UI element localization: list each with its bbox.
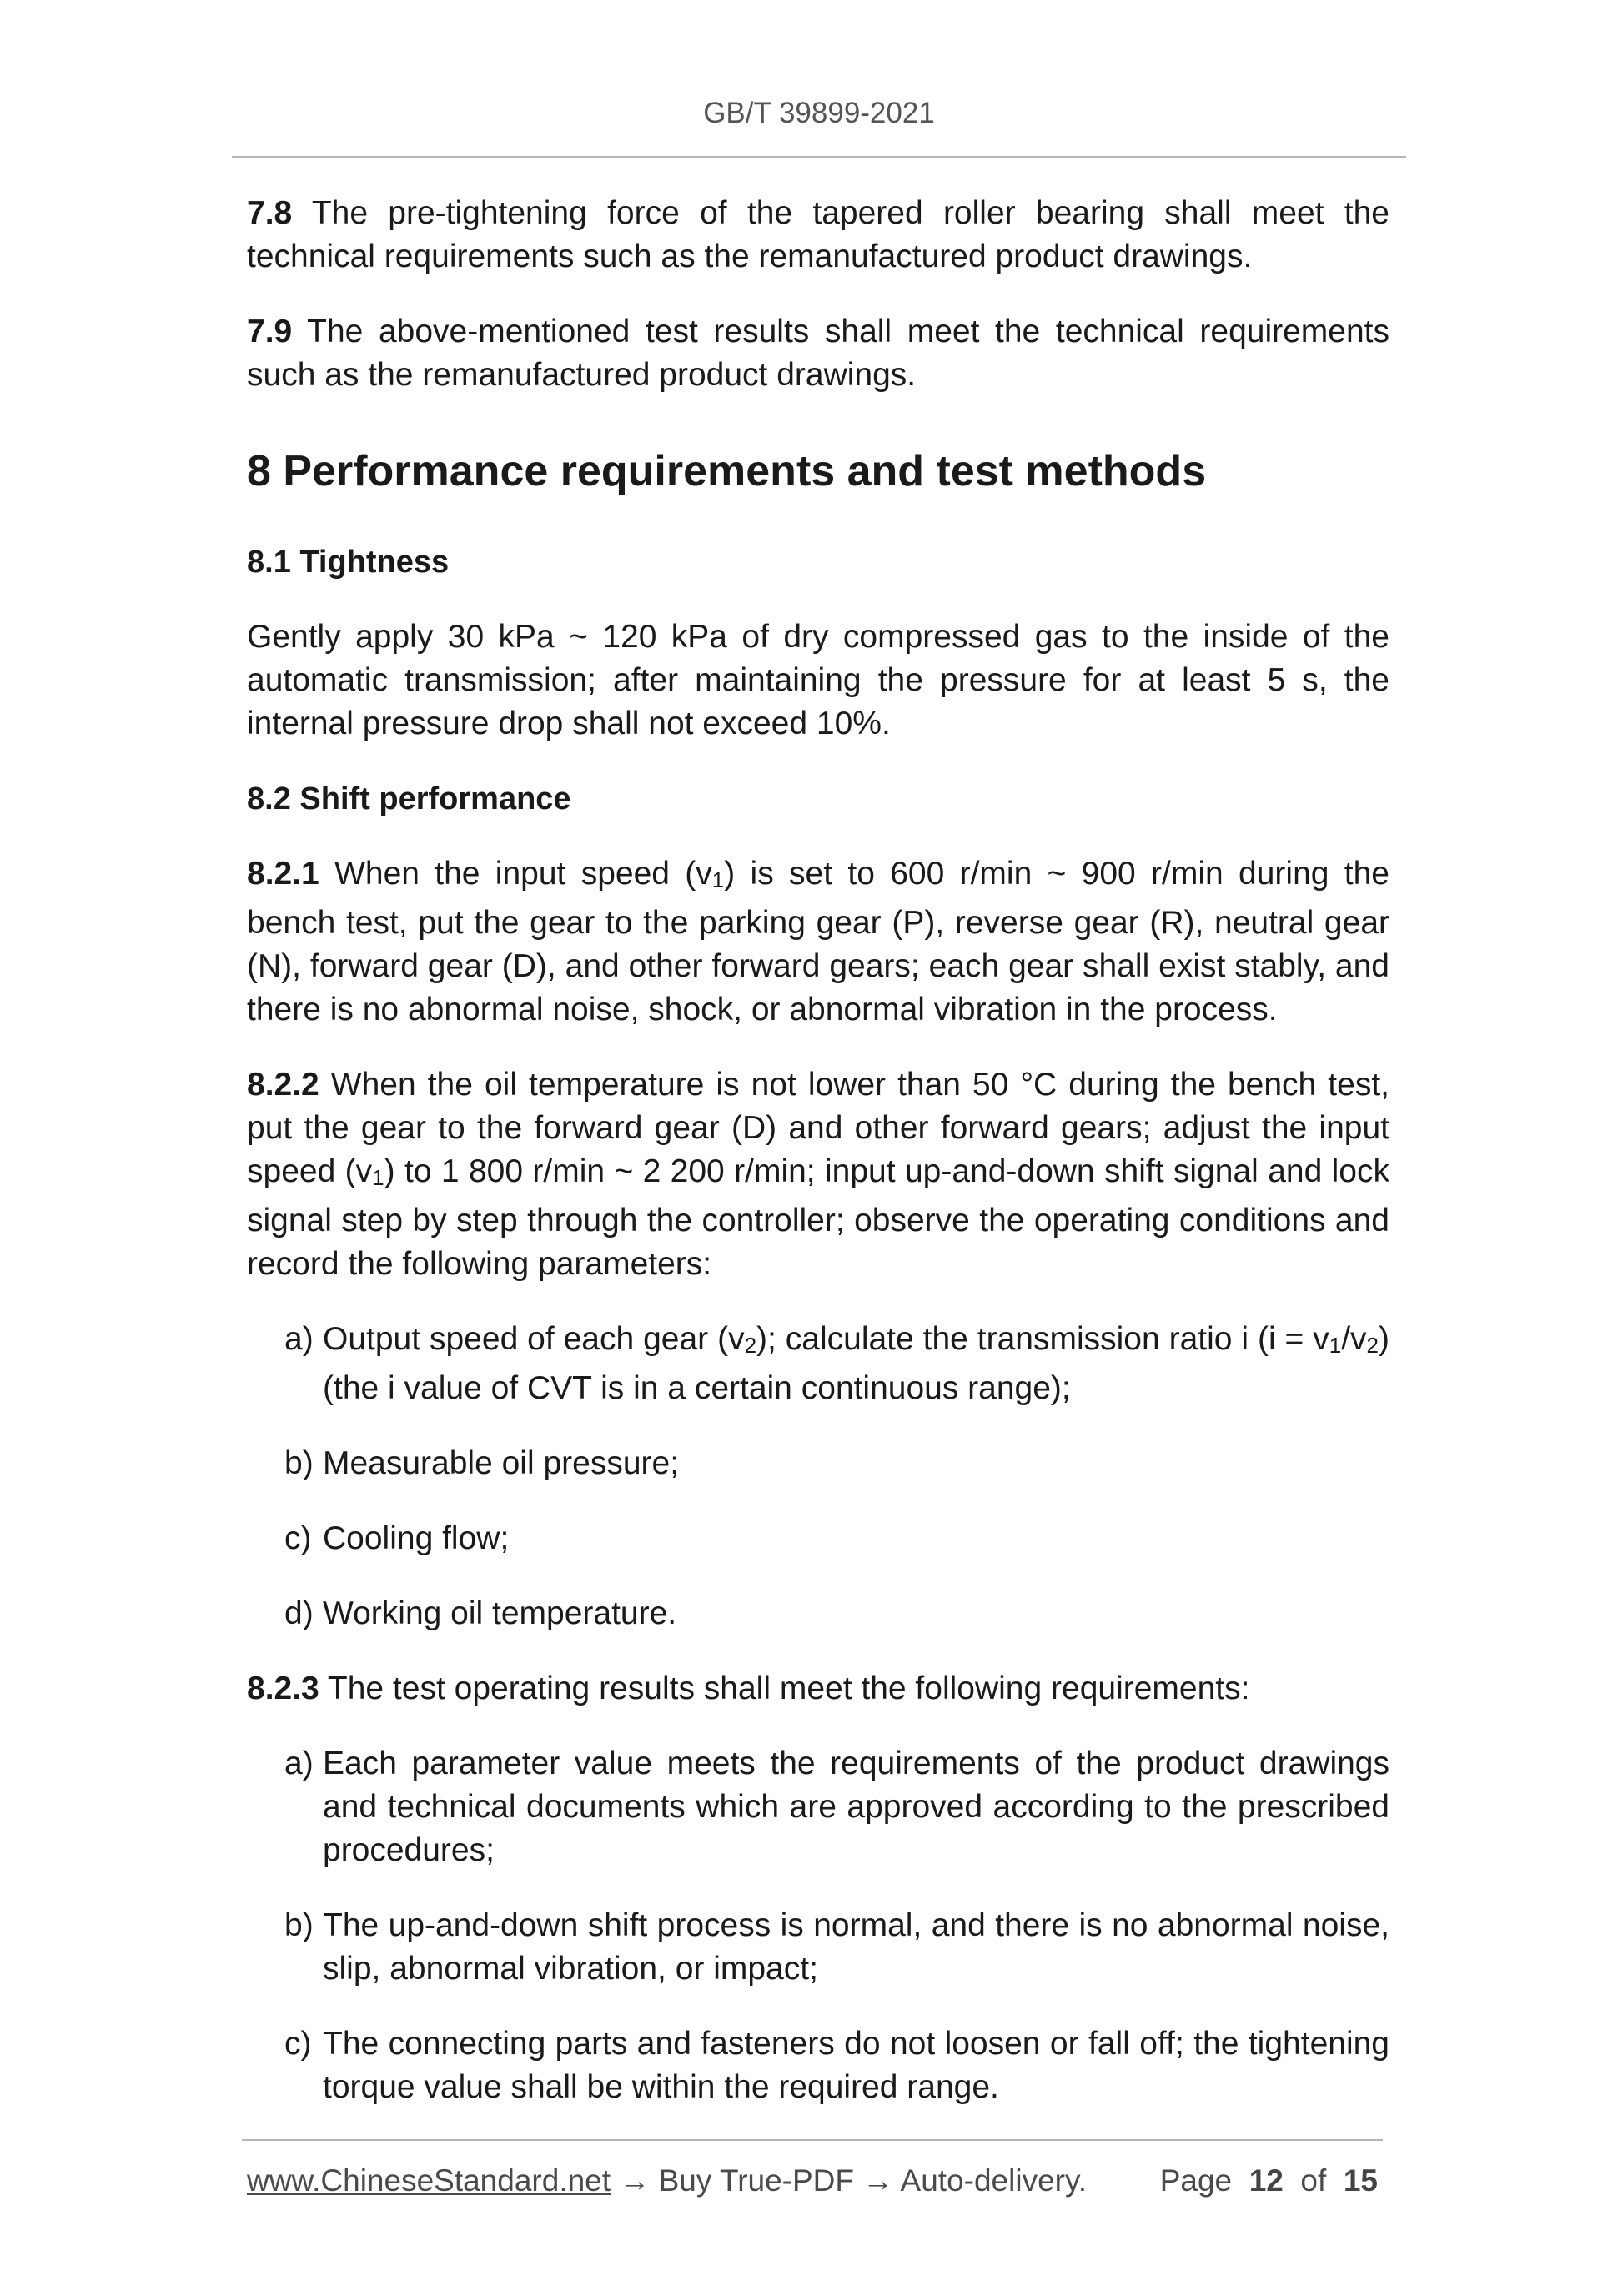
website-link[interactable]: www.ChineseStandard.net xyxy=(247,2163,611,2198)
total-pages: 15 xyxy=(1343,2163,1378,2198)
list-text: The up-and-down shift process is normal, and there is no abnormal noise, slip, abnormal vibration, or impact; xyxy=(323,1907,1389,1987)
requirements-list xyxy=(247,1742,1389,2109)
list-text: /v xyxy=(1341,1321,1367,1357)
list-item xyxy=(247,1442,1389,1485)
clause-text: The above-mentioned test results shall meet the technical requirements such as the remanufactured product drawings. xyxy=(247,314,1389,393)
clause-8-2-2 xyxy=(247,1063,1389,1286)
list-item xyxy=(247,1904,1389,1991)
subscript: 2 xyxy=(1366,1333,1379,1358)
arrow-icon: → xyxy=(619,2163,651,2198)
buy-text: Buy True-PDF xyxy=(658,2163,855,2198)
clause-7-9 xyxy=(247,310,1389,397)
list-marker: d) xyxy=(284,1595,314,1631)
clause-text: When the oil temperature is not lower than 50 °C during the bench test, put the gear to the forward gear (D) and other forward gears; adjust the input speed (v xyxy=(247,1067,1389,1189)
section-8-1-heading: 8.1 Tightness xyxy=(247,545,450,580)
list-marker: c) xyxy=(284,2026,312,2062)
list-marker: b) xyxy=(284,1445,314,1481)
list-item xyxy=(247,1318,1389,1410)
clause-number: 8.2.1 xyxy=(247,856,319,892)
clause-number: 7.8 xyxy=(247,195,293,231)
list-text: ); calculate the transmission ratio i (i = v xyxy=(756,1321,1329,1357)
list-item xyxy=(247,1742,1389,1872)
list-text: Cooling flow; xyxy=(323,1520,510,1556)
list-text: Each parameter value meets the requirements of the product drawings and technical documents which are approved according to the prescribed procedures; xyxy=(323,1746,1389,1868)
clause-8-2-3 xyxy=(247,1667,1389,1711)
clause-text: ) is set to 600 r/min ~ 900 r/min during the bench test, put the gear to the parking gear (P), reverse gear (R), neutral gear (N), forward gear (D), and other forward gears; each gear shall exist stably, and there is no abnormal noise, shock, or abnormal vibration in the process. xyxy=(247,856,1389,1027)
list-marker: a) xyxy=(284,1321,314,1357)
list-item xyxy=(247,2022,1389,2109)
list-item xyxy=(247,1592,1389,1635)
clause-text: When the input speed (v xyxy=(334,856,712,892)
page-header-doc-id: GB/T 39899-2021 xyxy=(703,97,935,129)
section-8-heading: 8 Performance requirements and test methods xyxy=(247,447,1207,495)
footer-divider xyxy=(242,2139,1383,2141)
list-text: Working oil temperature. xyxy=(323,1595,677,1631)
list-text: Measurable oil pressure; xyxy=(323,1445,680,1481)
subscript: 2 xyxy=(744,1333,757,1358)
parameter-list xyxy=(247,1318,1389,1635)
list-marker: a) xyxy=(284,1746,314,1781)
list-marker: c) xyxy=(284,1520,312,1556)
clause-number: 7.9 xyxy=(247,314,293,349)
clause-text: The test operating results shall meet the following requirements: xyxy=(327,1671,1250,1706)
clause-text: The pre-tightening force of the tapered roller bearing shall meet the technical requirements such as the remanufactured product drawings. xyxy=(247,195,1389,274)
list-text: Output speed of each gear (v xyxy=(323,1321,745,1357)
clause-text: ) to 1 800 r/min ~ 2 200 r/min; input up-and-down shift signal and lock signal step by step through the controller; observe the operating conditions and record the following parameters: xyxy=(247,1153,1389,1282)
list-text: The connecting parts and fasteners do not loosen or fall off; the tightening torque value shall be within the required range. xyxy=(323,2026,1389,2105)
subscript: 1 xyxy=(711,867,725,892)
subscript: 1 xyxy=(1329,1333,1342,1358)
clause-7-8 xyxy=(247,192,1389,279)
section-8-2-heading: 8.2 Shift performance xyxy=(247,781,571,816)
footer-promo xyxy=(247,2160,1087,2202)
page-number xyxy=(1160,2160,1378,2202)
page-body xyxy=(247,192,1389,2141)
clause-number: 8.2.2 xyxy=(247,1067,319,1103)
clause-8-2-1 xyxy=(247,852,1389,1032)
header-divider xyxy=(232,156,1406,158)
clause-number: 8.2.3 xyxy=(247,1671,319,1706)
of-label: of xyxy=(1300,2163,1327,2198)
subscript: 1 xyxy=(372,1165,384,1190)
delivery-text: Auto-delivery. xyxy=(900,2163,1088,2198)
arrow-icon: → xyxy=(862,2163,894,2198)
list-marker: b) xyxy=(284,1907,314,1943)
list-item xyxy=(247,1517,1389,1560)
page-label: Page xyxy=(1159,2163,1233,2198)
list-text: ) (the i value of CVT is in a certain continuous range); xyxy=(323,1321,1389,1406)
current-page: 12 xyxy=(1249,2163,1284,2198)
clause-8-1-text: Gently apply 30 kPa ~ 120 kPa of dry compressed gas to the inside of the automatic transmission; after maintaining the pressure for at least 5 s, the internal pressure drop shall not exceed 10%. xyxy=(247,619,1389,741)
